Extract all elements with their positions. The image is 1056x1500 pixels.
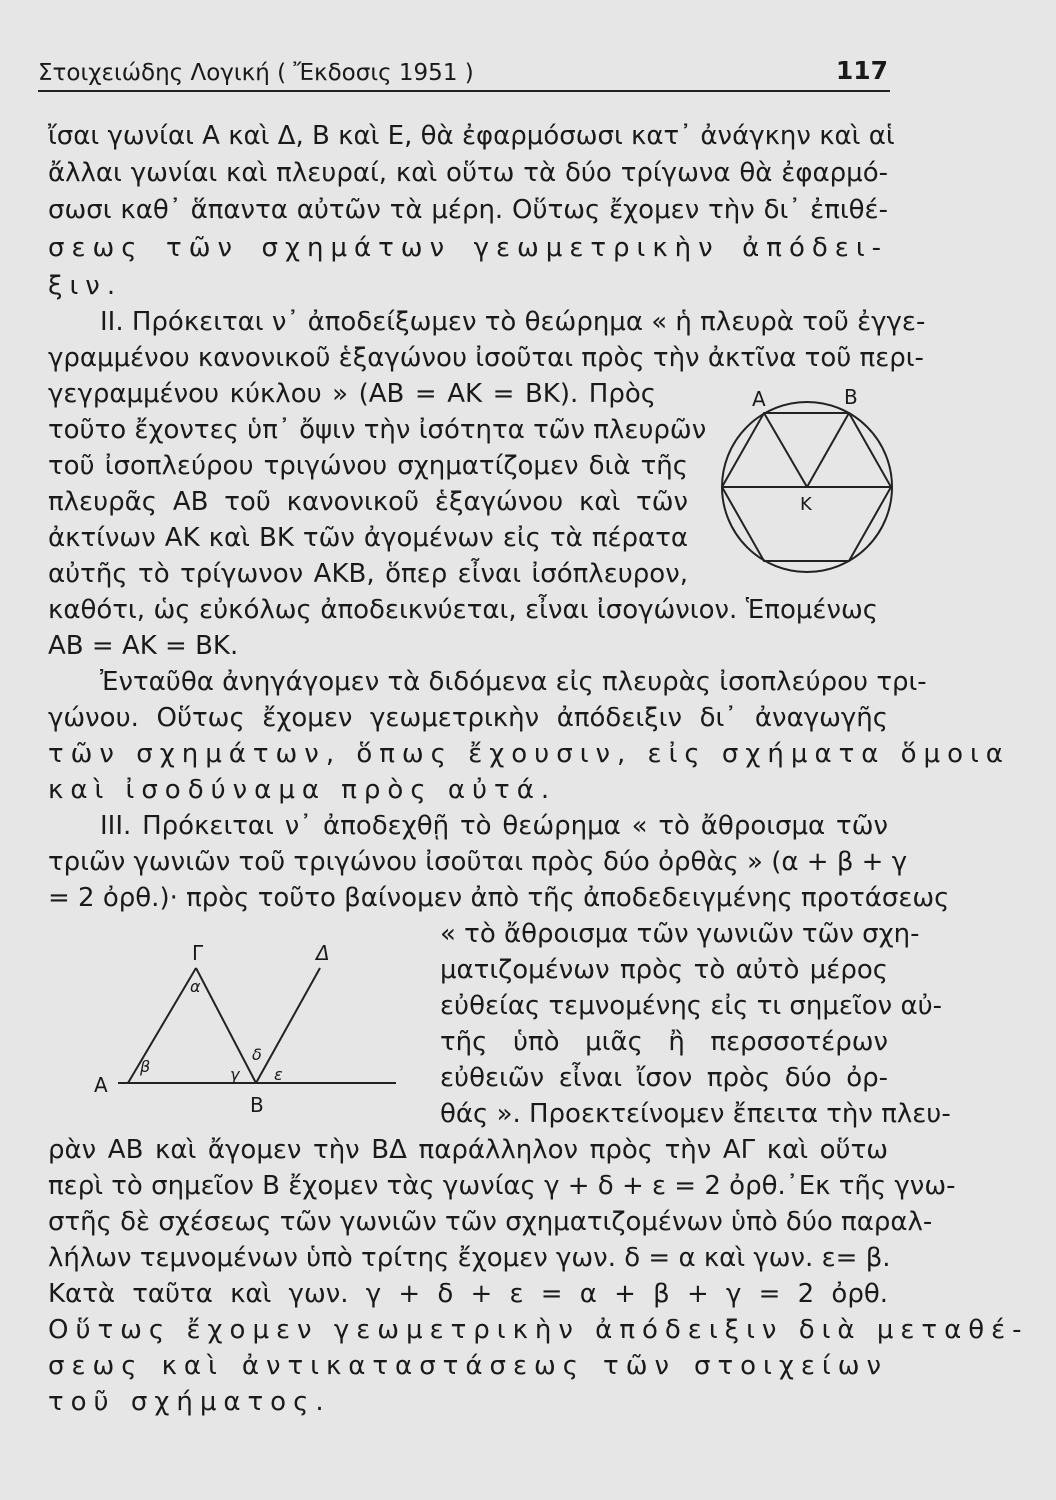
text-line: τοῦ σχήματος. (48, 1387, 331, 1417)
radius-BK (807, 413, 849, 487)
text-line: = 2 ὀρθ.)· πρὸς τοῦτο βαίνομεν ἀπὸ τῆς ἀποδεδειγμένης προτάσεως (48, 883, 950, 913)
side-GB (196, 968, 256, 1083)
angle-delta: δ (252, 1045, 262, 1064)
label-A: Α (94, 1073, 108, 1097)
text-line: λήλων τεμνομένων ὑπὸ τρίτης ἔχομεν γων. δ = α καὶ γων. ε= β. (48, 1243, 891, 1273)
text-line: τῆς ὑπὸ μιᾶς ἢ περσσοτέρων (440, 1027, 888, 1057)
text-line: Οὕτως ἔχομεν γεωμετρικὴν ἀπόδειξιν διὰ μεταθέ- (48, 1315, 1029, 1345)
text-line: σωσι καθ᾽ ἅπαντα αὐτῶν τὰ μέρη. Οὕτως ἔχομεν τὴν δι᾽ ἐπιθέ- (48, 195, 888, 225)
label-A: Α (752, 387, 766, 411)
text-line: ρὰν ΑΒ καὶ ἄγομεν τὴν ΒΔ παράλληλον πρὸς τὴν ΑΓ καὶ οὕτω (48, 1135, 888, 1165)
text-line: ἄλλαι γωνίαι καὶ πλευραί, καὶ οὕτω τὰ δύο τρίγωνα θὰ ἐφαρμό- (48, 158, 888, 188)
text-line: καὶ ἰσοδύναμα πρὸς αὐτά. (48, 775, 557, 805)
angle-beta: β (140, 1057, 151, 1076)
text-line: αὐτῆς τὸ τρίγωνον ΑΚΒ, ὅπερ εἶναι ἰσόπλευρον, (48, 559, 688, 589)
parallel-BD (256, 968, 320, 1083)
text-line: εὐθειῶν εἶναι ἴσον πρὸς δύο ὀρ- (440, 1063, 888, 1093)
angle-alpha: α (190, 977, 201, 996)
side-AG (128, 968, 196, 1083)
text-line: σεως τῶν σχημάτων γεωμετρικὴν ἀπόδει- (48, 233, 888, 263)
text-line: πλευρᾶς ΑΒ τοῦ κανονικοῦ ἑξαγώνου καὶ τῶν (48, 487, 688, 517)
text-line: τοῦτο ἔχοντες ὑπ᾽ ὄψιν τὴν ἰσότητα τῶν πλευρῶν (48, 415, 707, 445)
label-K: Κ (800, 494, 812, 515)
text-line: γραμμένου κανονικοῦ ἑξαγώνου ἰσοῦται πρὸς τὴν ἀκτῖνα τοῦ περι- (48, 343, 924, 373)
text-line: ξιν. (48, 271, 123, 301)
page-header (38, 56, 890, 92)
radius-AK (764, 413, 807, 487)
text-line: « τὸ ἄθροισμα τῶν γωνιῶν τῶν σχη- (440, 919, 920, 949)
label-Gamma: Γ (192, 941, 204, 965)
text-line: ΑΒ = ΑΚ = ΒΚ. (48, 631, 239, 661)
text-line: Κατὰ ταῦτα καὶ γων. γ + δ + ε = α + β + γ = 2 ὀρθ. (48, 1279, 888, 1309)
label-B: Β (250, 1093, 264, 1117)
hexagon-figure (712, 382, 902, 592)
page-number: 117 (835, 56, 888, 85)
angle-epsilon: ε (274, 1065, 283, 1084)
label-Delta: Δ (316, 941, 330, 965)
text-line: καθότι, ὡς εὐκόλως ἀποδεικνύεται, εἶναι ἰσογώνιον. Ἑπομένως (48, 595, 878, 625)
text-line: στῆς δὲ σχέσεως τῶν γωνιῶν τῶν σχηματιζομένων ὑπὸ δύο παραλ- (48, 1207, 933, 1237)
text-line: θάς ». Προεκτείνομεν ἔπειτα τὴν πλευ- (440, 1099, 951, 1129)
text-line: τοῦ ἰσοπλεύρου τριγώνου σχηματίζομεν διὰ τῆς (48, 451, 688, 481)
text-line: περὶ τὸ σημεῖον Β ἔχομεν τὰς γωνίας γ + δ + ε = 2 ὀρθ.᾽Εκ τῆς γνω- (48, 1171, 956, 1201)
label-B: Β (844, 385, 858, 409)
angle-gamma: γ (230, 1065, 240, 1084)
text-line: γεγραμμένου κύκλου » (ΑΒ = ΑΚ = ΒΚ). Πρὸς (48, 379, 656, 409)
text-line: ματιζομένων πρὸς τὸ αὐτὸ μέρος (440, 955, 888, 985)
text-line: τριῶν γωνιῶν τοῦ τριγώνου ἰσοῦται πρὸς δύο ὀρθὰς » (α + β + γ (48, 847, 908, 877)
text-line: σεως καὶ ἀντικαταστάσεως τῶν στοιχείων (48, 1351, 888, 1381)
paragraph-start: III. Πρόκειται ν᾽ ἀποδεχθῇ τὸ θεώρημα « τὸ ἄθροισμα τῶν (100, 811, 888, 841)
paragraph-start: Ἐνταῦθα ἀνηγάγομεν τὰ διδόμενα εἰς πλευρὰς ἰσοπλεύρου τρι- (100, 667, 927, 697)
running-title: Στοιχειώδης Λογική ( Ἔκδοσις 1951 ) (38, 60, 474, 86)
text-line: ἀκτίνων ΑΚ καὶ ΒΚ τῶν ἀγομένων εἰς τὰ πέρατα (48, 523, 688, 553)
text-line: ἴσαι γωνίαι Α καὶ Δ, Β καὶ Ε, θὰ ἐφαρμόσωσι κατ᾽ ἀνάγκην καὶ αἱ (48, 121, 895, 151)
text-line: εὐθείας τεμνομένης εἰς τι σημεῖον αὐ- (440, 991, 943, 1021)
text-line: τῶν σχημάτων, ὅπως ἔχουσιν, εἰς σχήματα ὅμοια (48, 739, 1010, 769)
paragraph-start: II. Πρόκειται ν᾽ ἀποδείξωμεν τὸ θεώρημα « ἡ πλευρὰ τοῦ ἐγγε- (100, 307, 926, 337)
triangle-figure (88, 930, 408, 1120)
text-line: γώνου. Οὕτως ἔχομεν γεωμετρικὴν ἀπόδειξιν δι᾽ ἀναγωγῆς (48, 703, 888, 733)
